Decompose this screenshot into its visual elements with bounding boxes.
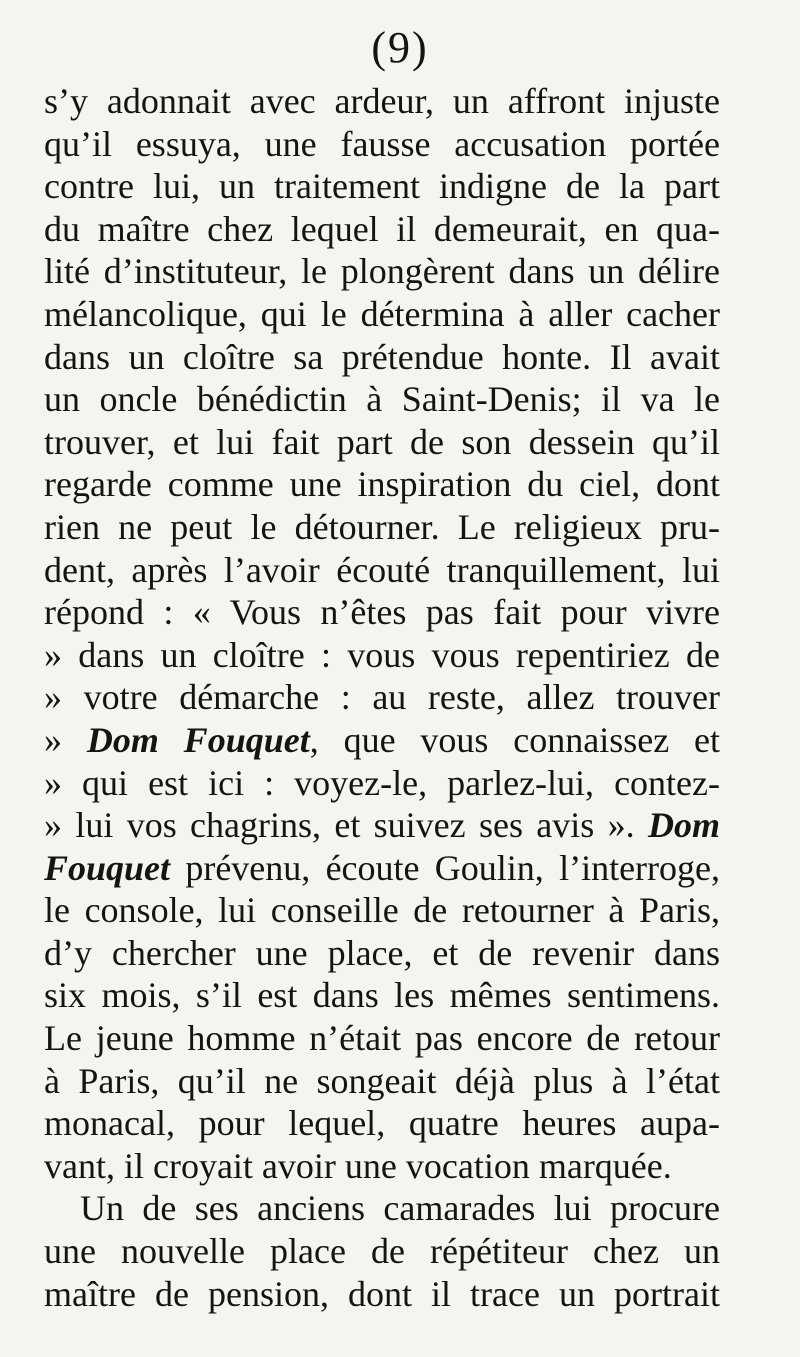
- text-line: [44, 1060, 720, 1103]
- text-segment: du maître chez lequel il demeurait, en qua-: [44, 208, 720, 249]
- text-line: [44, 1017, 720, 1060]
- text-segment: monacal, pour lequel, quatre heures aupa-: [44, 1103, 720, 1144]
- text-segment: Le jeune homme n’était pas encore de retour: [44, 1018, 720, 1059]
- body-text: [44, 80, 720, 1315]
- text-segment: contre lui, un traitement indigne de la part: [44, 166, 720, 207]
- paragraph: [44, 80, 720, 1187]
- text-line: [44, 1187, 720, 1230]
- text-line: [44, 719, 720, 762]
- text-line: [44, 1145, 720, 1188]
- text-segment: Un de ses anciens camarades lui procure: [80, 1188, 720, 1229]
- text-line: [44, 1102, 720, 1145]
- text-segment: maître de pension, dont il trace un portrait: [44, 1273, 720, 1314]
- text-segment: le console, lui conseille de retourner à Paris,: [44, 890, 720, 931]
- text-line: [44, 762, 720, 805]
- text-segment: , que vous connaissez et: [309, 719, 720, 760]
- text-line: [44, 1230, 720, 1273]
- text-line: [44, 676, 720, 719]
- text-segment: dent, après l’avoir écouté tranquillement, lui: [44, 549, 720, 590]
- text-segment: d’y chercher une place, et de revenir dans: [44, 932, 720, 973]
- text-line: [44, 634, 720, 677]
- text-line: [44, 974, 720, 1017]
- text-segment: répond : « Vous n’êtes pas fait pour vivre: [44, 592, 720, 633]
- text-line: [44, 506, 720, 549]
- text-line: [44, 1273, 720, 1316]
- text-line: [44, 250, 720, 293]
- text-segment: » qui est ici : voyez-le, parlez-lui, contez-: [44, 762, 720, 803]
- text-line: [44, 165, 720, 208]
- text-segment: qu’il essuya, une fausse accusation portée: [44, 123, 720, 164]
- text-line: [44, 847, 720, 890]
- paragraph: [44, 1187, 720, 1315]
- text-line: [44, 208, 720, 251]
- text-segment: s’y adonnait avec ardeur, un affront injuste: [44, 81, 720, 121]
- text-line: [44, 378, 720, 421]
- text-segment: » votre démarche : au reste, allez trouver: [44, 677, 720, 718]
- text-line: [44, 293, 720, 336]
- text-segment: » dans un cloître : vous vous repentiriez de: [44, 634, 720, 675]
- text-segment: vant, il croyait avoir une vocation marquée.: [44, 1145, 672, 1186]
- text-segment: un oncle bénédictin à Saint-Denis; il va le: [44, 379, 720, 420]
- text-line: [44, 80, 720, 123]
- text-segment: prévenu, écoute Goulin, l’interroge,: [170, 847, 720, 888]
- text-line: [44, 591, 720, 634]
- text-segment: lité d’instituteur, le plongèrent dans un délire: [44, 251, 720, 292]
- text-segment: une nouvelle place de répétiteur chez un: [44, 1231, 720, 1272]
- page-number: (9): [371, 23, 429, 72]
- text-segment: regarde comme une inspiration du ciel, dont: [44, 464, 720, 505]
- text-segment: à Paris, qu’il ne songeait déjà plus à l’état: [44, 1060, 720, 1101]
- text-segment: six mois, s’il est dans les mêmes sentimens.: [44, 975, 720, 1016]
- text-line: [44, 549, 720, 592]
- text-segment: mélancolique, qui le détermina à aller cacher: [44, 293, 720, 334]
- text-line: [44, 123, 720, 166]
- italic-name: Fouquet: [44, 847, 171, 888]
- italic-name: Dom Fouquet: [86, 719, 310, 760]
- text-line: [44, 889, 720, 932]
- italic-name: Dom: [648, 805, 720, 846]
- text-line: [44, 336, 720, 379]
- text-segment: » lui vos chagrins, et suivez ses avis ».: [44, 805, 648, 846]
- text-line: [44, 932, 720, 975]
- text-segment: dans un cloître sa prétendue honte. Il avait: [44, 336, 720, 377]
- text-line: [44, 421, 720, 464]
- text-line: [44, 463, 720, 506]
- text-segment: »: [44, 719, 87, 760]
- text-segment: rien ne peut le détourner. Le religieux pru-: [44, 506, 720, 547]
- text-line: [44, 804, 720, 847]
- text-segment: trouver, et lui fait part de son dessein qu’il: [44, 421, 720, 462]
